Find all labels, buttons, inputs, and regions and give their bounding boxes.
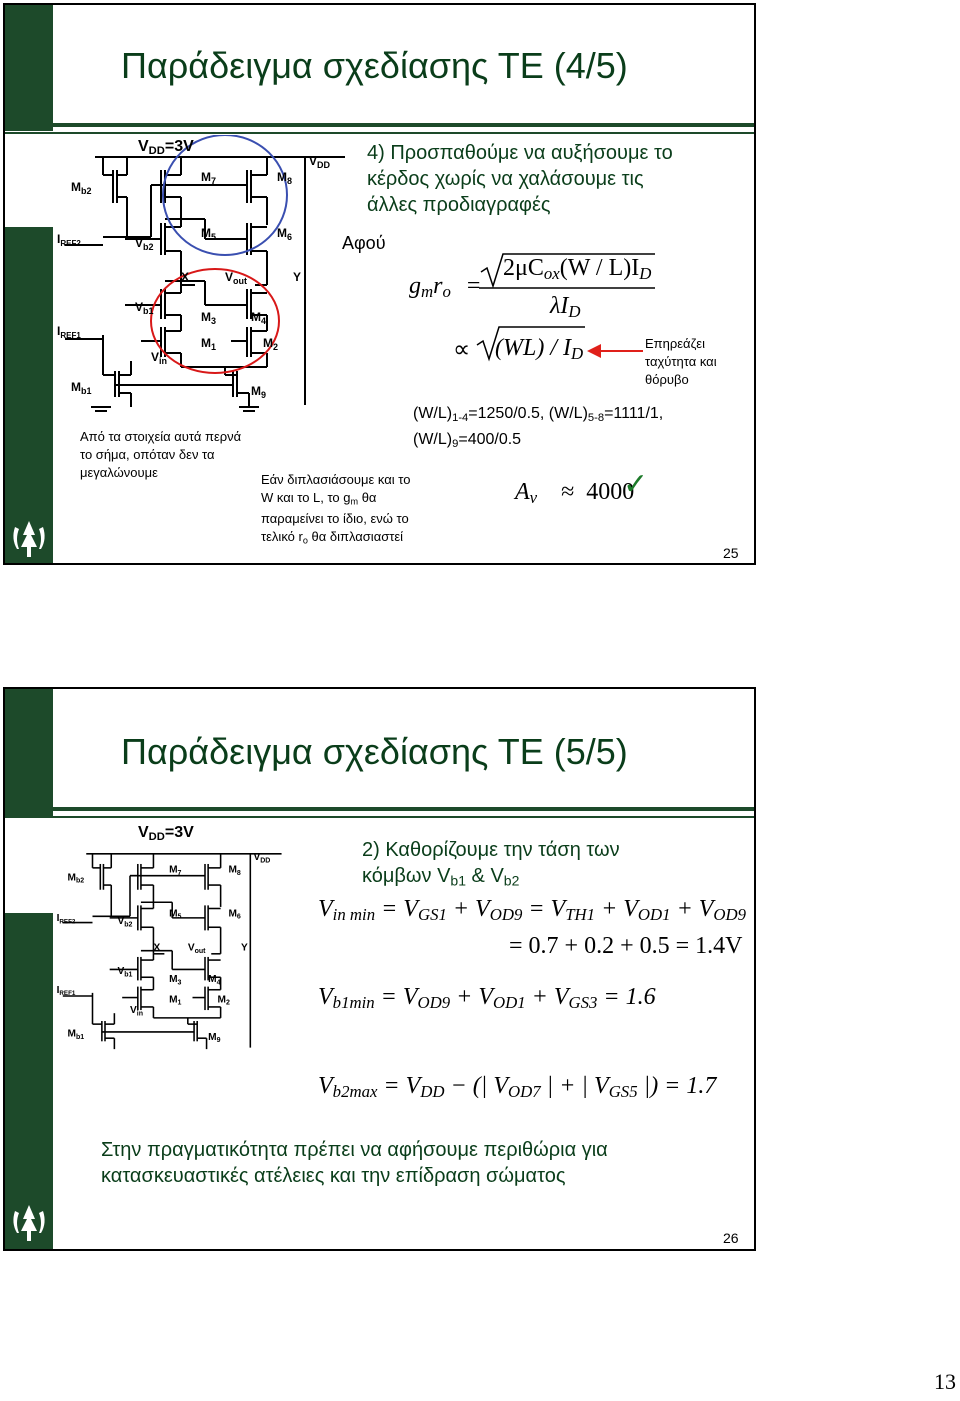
step-heading bbox=[367, 140, 673, 218]
eq1-s2: OD9 bbox=[489, 905, 523, 925]
eq1-s4: OD1 bbox=[637, 905, 671, 925]
denominator-text: λI bbox=[550, 293, 569, 319]
eq2-p1: = V bbox=[380, 984, 418, 1010]
vdd-value-label bbox=[138, 138, 194, 157]
title-rule-thin bbox=[5, 816, 754, 818]
university-logo-icon bbox=[7, 1201, 51, 1243]
vdd-symbol: V bbox=[138, 824, 149, 841]
eq2-lhs: V bbox=[318, 984, 333, 1010]
sidebar-band bbox=[5, 131, 53, 227]
sizes-line2 bbox=[413, 429, 663, 455]
step-heading-line3: άλλες προδιαγραφές bbox=[367, 194, 551, 216]
wl-b-val: =1111/1, bbox=[604, 405, 664, 422]
doubling-note-line2 bbox=[261, 489, 410, 510]
svg-text:Vin: $V_{in}$ bbox=[151, 350, 168, 366]
vb1-min-equation bbox=[318, 984, 656, 1013]
footer-note-line1: Στην πραγματικότητα πρέπει να αφήσουμε περιθώρια για bbox=[101, 1139, 608, 1161]
eq1-s1: GS1 bbox=[417, 905, 447, 925]
svg-text:M2: $M_2$ bbox=[263, 336, 279, 352]
sizes-line1 bbox=[413, 403, 663, 429]
eq2-lhs-sub: b1min bbox=[332, 993, 375, 1013]
step-heading-line1: 2) Καθορίζουμε την τάση των bbox=[362, 839, 620, 861]
svg-text:Mb1: $M_{b1}$ bbox=[71, 380, 92, 396]
eq1-p5: + V bbox=[676, 896, 714, 922]
affects-note-line3: θόρυβο bbox=[645, 372, 689, 387]
eq3-p2: − (| V bbox=[450, 1073, 508, 1099]
svg-text:VDD: $V_{DD}$ bbox=[253, 852, 271, 865]
heading-sub2: b2 bbox=[503, 872, 520, 889]
svg-text:IREF2: $I_{REF2}$ bbox=[57, 232, 81, 248]
svg-text:M7: $M_7$ bbox=[169, 864, 182, 877]
g-symbol: g bbox=[409, 273, 421, 299]
ox-sub: ox bbox=[543, 264, 560, 284]
svg-text:Vout: $V_{out}$ bbox=[225, 270, 248, 286]
svg-text:M1: $M_1$ bbox=[169, 994, 182, 1007]
gm-ro-denominator bbox=[550, 293, 581, 322]
signal-path-note-line2: το σήμα, οπόταν δεν τα bbox=[80, 447, 215, 462]
svg-text:M3: $M_3$ bbox=[169, 973, 182, 987]
svg-text:M1: $M_1$ bbox=[201, 336, 217, 352]
eq2-p2: + V bbox=[456, 984, 493, 1010]
vdd-symbol: V bbox=[138, 138, 149, 155]
svg-text:M5: $M_5$ bbox=[201, 226, 217, 242]
vb2-max-equation bbox=[318, 1073, 716, 1102]
slide-25 bbox=[3, 3, 756, 565]
svg-text:M6: $M_6$ bbox=[228, 908, 241, 921]
eq1-s5: OD9 bbox=[713, 905, 747, 925]
gain-result bbox=[515, 479, 634, 508]
svg-text:M5: $M_5$ bbox=[169, 908, 182, 921]
eq2-p4: = 1.6 bbox=[603, 984, 656, 1010]
eq1-lhs: V bbox=[318, 896, 333, 922]
svg-text:IREF2: $I_{REF2}$ bbox=[56, 913, 76, 926]
signal-path-note-line1: Από τα στοιχεία αυτά περνά bbox=[80, 429, 242, 444]
eq1-s3: TH1 bbox=[565, 905, 596, 925]
affects-note-line2: ταχύτητα και bbox=[645, 354, 717, 369]
step-heading-line1: 4) Προσπαθούμε να αυξήσουμε το bbox=[367, 142, 673, 164]
svg-text:IREF1: $I_{REF1}$ bbox=[56, 984, 76, 998]
g-sub: m bbox=[421, 282, 434, 302]
eq3-s3: GS5 bbox=[608, 1082, 638, 1102]
svg-text:Vb2: $V_{b2}$ bbox=[135, 236, 154, 252]
doubling-note-line4a: τελικό r bbox=[261, 529, 303, 545]
svg-text:M4: $M_4$ bbox=[251, 310, 267, 326]
doubling-note-line3: παραμείνει το ίδιο, ενώ το bbox=[261, 511, 409, 527]
svg-text:Mb1: $M_{b1}$ bbox=[67, 1028, 85, 1041]
svg-text:IREF1: $I_{REF1}$ bbox=[57, 324, 81, 340]
slide-title: Παράδειγμα σχεδίασης ΤΕ (5/5) bbox=[121, 731, 628, 772]
svg-text:X: X bbox=[153, 942, 161, 954]
eq1-p4: + V bbox=[601, 896, 638, 922]
proportional-expr bbox=[495, 335, 583, 364]
transistor-sizes bbox=[413, 403, 663, 455]
svg-text:Mb2: $M_{b2}$ bbox=[67, 872, 85, 885]
signal-path-note-line3: μεγαλώνουμε bbox=[80, 465, 158, 480]
eq1-p1: = V bbox=[381, 896, 418, 922]
prop-expr-text: (WL) / I bbox=[495, 335, 571, 361]
gain-value: 4000 bbox=[586, 479, 635, 505]
svg-text:M4: $M_4$ bbox=[208, 973, 221, 987]
sidebar-band bbox=[5, 817, 53, 913]
svg-text:M7: $M_7$ bbox=[201, 170, 217, 186]
step-heading-line2 bbox=[362, 863, 620, 894]
signal-path-note bbox=[80, 428, 241, 482]
svg-text:M3: $M_3$ bbox=[201, 310, 217, 326]
vdd-value-label bbox=[138, 824, 194, 843]
svg-text:Vin: $V_{in}$ bbox=[130, 1005, 144, 1018]
wl-c-val: =400/0.5 bbox=[458, 430, 522, 448]
title-rule-thin bbox=[5, 132, 754, 134]
document-page-number: 13 bbox=[934, 1369, 956, 1394]
av-sub: v bbox=[529, 488, 538, 508]
heading-line2a: κόμβων V bbox=[362, 865, 451, 887]
gm-ro-numerator bbox=[503, 255, 651, 284]
svg-text:VDD: $V_{DD}$ bbox=[309, 154, 331, 170]
svg-text:Vb1: $V_{b1}$ bbox=[135, 300, 154, 316]
doubling-note-line2-sub: m bbox=[350, 496, 359, 507]
title-rule bbox=[5, 807, 754, 811]
vdd-sub: DD bbox=[148, 144, 165, 157]
eq3-s1: DD bbox=[420, 1082, 445, 1102]
prop-expr-sub: D bbox=[570, 344, 584, 364]
gm-ro-lhs bbox=[409, 273, 480, 302]
svg-text:Y: Y bbox=[293, 270, 302, 284]
eq1-p3: = V bbox=[528, 896, 566, 922]
cascode-amplifier-schematic bbox=[55, 135, 375, 415]
svg-text:M6: $M_6$ bbox=[277, 226, 293, 242]
eq3-lhs: V bbox=[318, 1073, 333, 1099]
affects-note-line1: Επηρεάζει bbox=[645, 336, 705, 351]
doubling-note-line2b: θα bbox=[358, 490, 377, 505]
vdd-sub: DD bbox=[148, 830, 165, 843]
numerator-text: 2μC bbox=[503, 255, 544, 281]
eq3-lhs-sub: b2max bbox=[332, 1082, 378, 1102]
svg-text:X: X bbox=[181, 270, 190, 284]
doubling-note-line4 bbox=[261, 528, 410, 549]
title-rule bbox=[5, 123, 754, 127]
heading-line2b: & V bbox=[466, 865, 504, 887]
r-symbol: r bbox=[433, 273, 443, 299]
vin-min-equation bbox=[318, 896, 746, 925]
slide-page-number: 26 bbox=[723, 1230, 739, 1246]
wl-c: (W/L) bbox=[413, 430, 453, 448]
eq3-p3: | + | V bbox=[546, 1073, 609, 1099]
doubling-note-line4b: θα διπλασιαστεί bbox=[307, 529, 404, 545]
svg-text:M9: $M_9$ bbox=[251, 384, 267, 400]
wl-c-sub: 9 bbox=[452, 437, 459, 450]
heading-sub1: b1 bbox=[450, 872, 466, 889]
vin-min-result: = 0.7 + 0.2 + 0.5 = 1.4V bbox=[509, 933, 743, 959]
footer-note-line2: κατασκευαστικές ατέλειες και την επίδραση σώματος bbox=[101, 1165, 566, 1187]
svg-text:Vb2: $V_{b2}$ bbox=[117, 916, 133, 929]
svg-text:Vout: $V_{out}$ bbox=[187, 942, 206, 956]
svg-text:M8: $M_8$ bbox=[228, 864, 241, 877]
eq2-p3: + V bbox=[531, 984, 569, 1010]
slide-sidebar bbox=[5, 689, 53, 1249]
eq3-s2: OD7 bbox=[507, 1082, 541, 1102]
eq2-s3: GS3 bbox=[568, 993, 598, 1013]
eq3-p1: = V bbox=[383, 1073, 421, 1099]
red-arrow-icon bbox=[587, 339, 643, 359]
slide-page-number: 25 bbox=[723, 545, 739, 561]
svg-text:M9: $M_9$ bbox=[208, 1031, 221, 1045]
check-mark-icon: ✓ bbox=[623, 468, 649, 501]
svg-text:Vb1: $V_{b1}$ bbox=[117, 966, 133, 979]
step-heading bbox=[362, 837, 620, 894]
vdd-val: =3V bbox=[164, 138, 194, 155]
vdd-val: =3V bbox=[164, 824, 194, 841]
eq1-lhs-sub: in min bbox=[332, 905, 376, 925]
eq2-s2: OD1 bbox=[492, 993, 526, 1013]
svg-text:Mb2: $M_{b2}$ bbox=[71, 180, 92, 196]
wl-b-sub: 5-8 bbox=[587, 411, 605, 424]
approx-sign: ≈ bbox=[561, 479, 575, 505]
affects-note bbox=[645, 335, 717, 389]
av-symbol: A bbox=[515, 479, 530, 505]
equals-sign: = bbox=[466, 273, 481, 299]
since-label: Αφού bbox=[342, 233, 386, 253]
slide-sidebar bbox=[5, 5, 53, 563]
wl-text: (W / L)I bbox=[559, 255, 640, 281]
d-sub: D bbox=[639, 264, 652, 284]
eq1-p2: + V bbox=[452, 896, 490, 922]
denominator-sub: D bbox=[568, 302, 581, 322]
wl-a-val: =1250/0.5, (W/L) bbox=[468, 405, 588, 422]
cascode-amplifier-schematic bbox=[55, 821, 305, 1071]
svg-text:Y: Y bbox=[240, 942, 248, 954]
doubling-note-line1: Εάν διπλασιάσουμε και το bbox=[261, 472, 411, 487]
slide-26 bbox=[3, 687, 756, 1251]
doubling-note-line2a: W και το L, το g bbox=[261, 490, 351, 505]
svg-text:M8: $M_8$ bbox=[277, 170, 293, 186]
wl-a-sub: 1-4 bbox=[452, 411, 469, 424]
proportional-sign: ∝ bbox=[453, 337, 471, 363]
university-logo-icon bbox=[7, 517, 51, 559]
slide-title: Παράδειγμα σχεδίασης ΤΕ (4/5) bbox=[121, 45, 628, 86]
doubling-note-line4-sub: o bbox=[302, 535, 308, 546]
wl-a: (W/L) bbox=[413, 405, 453, 422]
r-sub: o bbox=[442, 282, 451, 302]
eq3-p4: |) = 1.7 bbox=[643, 1073, 717, 1099]
svg-text:M2: $M_2$ bbox=[217, 994, 230, 1007]
step-heading-line2: κέρδος χωρίς να χαλάσουμε τις bbox=[367, 168, 644, 190]
eq2-s1: OD9 bbox=[417, 993, 451, 1013]
footer-note bbox=[101, 1137, 608, 1189]
doubling-note bbox=[261, 471, 410, 550]
